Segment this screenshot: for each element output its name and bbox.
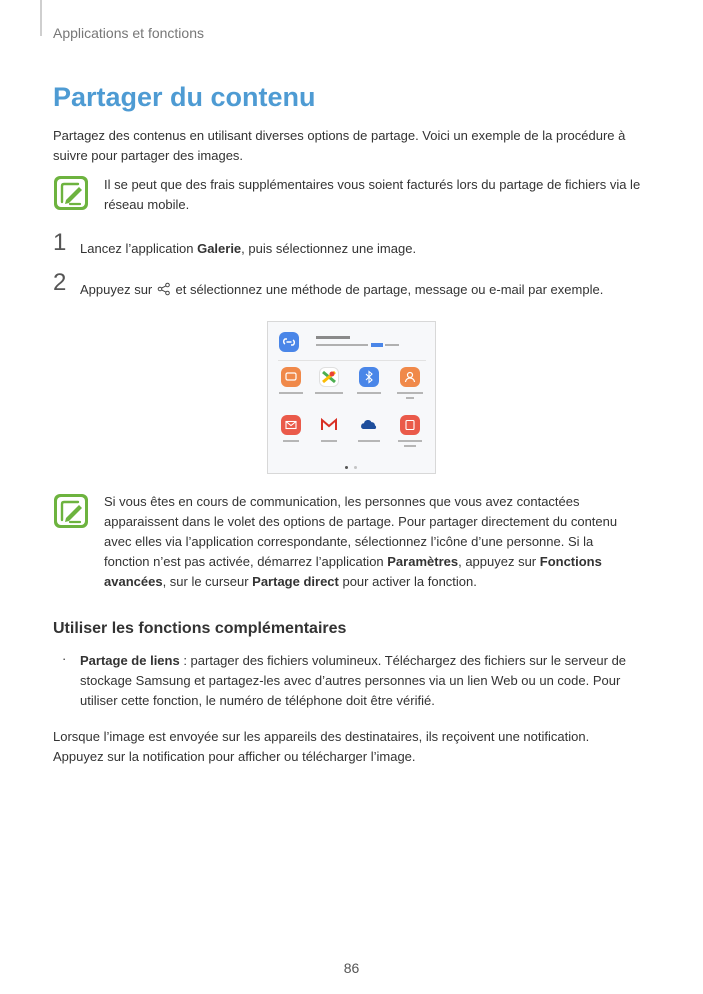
- closing-line-2: Appuyez sur la notification pour afficher ou télécharger l’image.: [53, 749, 416, 764]
- page-number: 86: [343, 960, 360, 976]
- intro-line-2: suivre pour partager des images.: [53, 148, 244, 163]
- share-target-onedrive: [354, 415, 384, 442]
- step-2-text: [80, 280, 603, 300]
- intro-paragraph: [53, 126, 625, 166]
- link-sharing-icon: [279, 332, 299, 352]
- step-2-text-after: et sélectionnez une méthode de partage, message ou e-mail par exemple.: [171, 282, 604, 297]
- note-2-line-3: avec elles via l’application correspondante, sélectionnez l’icône d’une personne. Si la: [104, 534, 594, 549]
- note-2-line-1: Si vous êtes en cours de communication, les personnes que vous avez contactées: [104, 494, 580, 509]
- note-2-line-4: [104, 552, 617, 572]
- divider: [278, 360, 426, 361]
- bluetooth-icon: [359, 367, 379, 387]
- share-target-maps: [314, 367, 344, 394]
- placeholder-line: [397, 392, 423, 394]
- step-1-number: 1: [53, 229, 67, 256]
- placeholder-line: [357, 392, 381, 394]
- map-icon: [319, 367, 339, 387]
- header-rule: [40, 0, 42, 36]
- note-icon: [54, 176, 88, 210]
- share-target-gmail: [314, 415, 344, 442]
- bullet-item-link-sharing: [80, 651, 626, 711]
- advanced-features-label: Fonctions: [539, 554, 602, 569]
- placeholder-line: [406, 397, 414, 399]
- closing-paragraph: [53, 727, 589, 767]
- bullet-line-2: stockage Samsung et partagez-les avec d’autres personnes via un lien Web ou un code. Pour: [80, 673, 621, 688]
- note-2-line-4-a: fonction n’est pas activée, démarrez l’application: [104, 554, 388, 569]
- placeholder-line: [316, 344, 368, 346]
- step-2-text-before: Appuyez sur: [80, 282, 156, 297]
- share-target-contacts: [395, 367, 425, 399]
- note-1-line-2: réseau mobile.: [104, 197, 190, 212]
- section-subheading: Utiliser les fonctions complémentaires: [53, 620, 347, 637]
- share-icon: [157, 282, 171, 296]
- step-1-text-before: Lancez l’application: [80, 241, 198, 256]
- note-2-line-5-b: , sur le curseur: [162, 574, 253, 589]
- page-dot: [354, 466, 357, 469]
- bullet-marker: ·: [62, 651, 67, 666]
- step-2-number: 2: [53, 269, 67, 296]
- bullet-line-3: utiliser cette fonction, le numéro de téléphone doit être vérifié.: [80, 693, 435, 708]
- intro-line-1: Partagez des contenus en utilisant diverses options de partage. Voici un exemple de la procédure à: [53, 128, 626, 143]
- page-title: Partager du contenu: [53, 82, 316, 112]
- bullet-line-1: [80, 651, 626, 671]
- share-panel-screenshot: [267, 321, 436, 474]
- share-target-email: [276, 415, 306, 442]
- settings-app-name: Paramètres: [387, 554, 459, 569]
- advanced-features-label-cont: avancées: [104, 574, 163, 589]
- note-1-line-1: Il se peut que des frais supplémentaires vous soient facturés lors du partage de fichiers via le: [104, 177, 641, 192]
- note-1: [104, 175, 640, 215]
- placeholder-highlight: [371, 343, 383, 347]
- placeholder-line: [385, 344, 399, 346]
- step-1-app-name: Galerie: [197, 241, 242, 256]
- link-sharing-label: Partage de liens: [80, 653, 180, 668]
- placeholder-line: [316, 336, 350, 339]
- share-target-messages: [276, 367, 306, 394]
- closing-line-1: Lorsque l’image est envoyée sur les appareils des destinataires, ils reçoivent une notification.: [53, 729, 590, 744]
- note-2: [104, 492, 617, 592]
- placeholder-line: [404, 445, 416, 447]
- placeholder-line: [358, 440, 380, 442]
- section-header: Applications et fonctions: [53, 25, 204, 41]
- share-target-bluetooth: [354, 367, 384, 394]
- note-2-line-5: [104, 572, 617, 592]
- placeholder-line: [315, 392, 343, 394]
- message-icon: [281, 367, 301, 387]
- bullet-line-1-text: : partager des fichiers volumineux. Téléchargez des fichiers sur le serveur de: [179, 653, 627, 668]
- cloud-icon: [359, 415, 379, 435]
- placeholder-line: [321, 440, 337, 442]
- link-sharing-row: [278, 331, 426, 357]
- placeholder-line: [283, 440, 299, 442]
- note-2-line-2: apparaissent dans le volet des options de partage. Pour partager directement du contenu: [104, 514, 618, 529]
- note-2-line-4-c: , appuyez sur: [458, 554, 540, 569]
- page-dot-active: [345, 466, 348, 469]
- email-icon: [281, 415, 301, 435]
- note-2-line-5-d: pour activer la fonction.: [338, 574, 477, 589]
- contact-icon: [400, 367, 420, 387]
- note-icon: [54, 494, 88, 528]
- direct-share-label: Partage direct: [252, 574, 339, 589]
- gmail-icon: [319, 415, 339, 435]
- placeholder-line: [279, 392, 303, 394]
- share-target-notes: [395, 415, 425, 447]
- notes-icon: [400, 415, 420, 435]
- step-1-text: [80, 239, 416, 259]
- placeholder-line: [398, 440, 422, 442]
- step-1-text-after: , puis sélectionnez une image.: [241, 241, 417, 256]
